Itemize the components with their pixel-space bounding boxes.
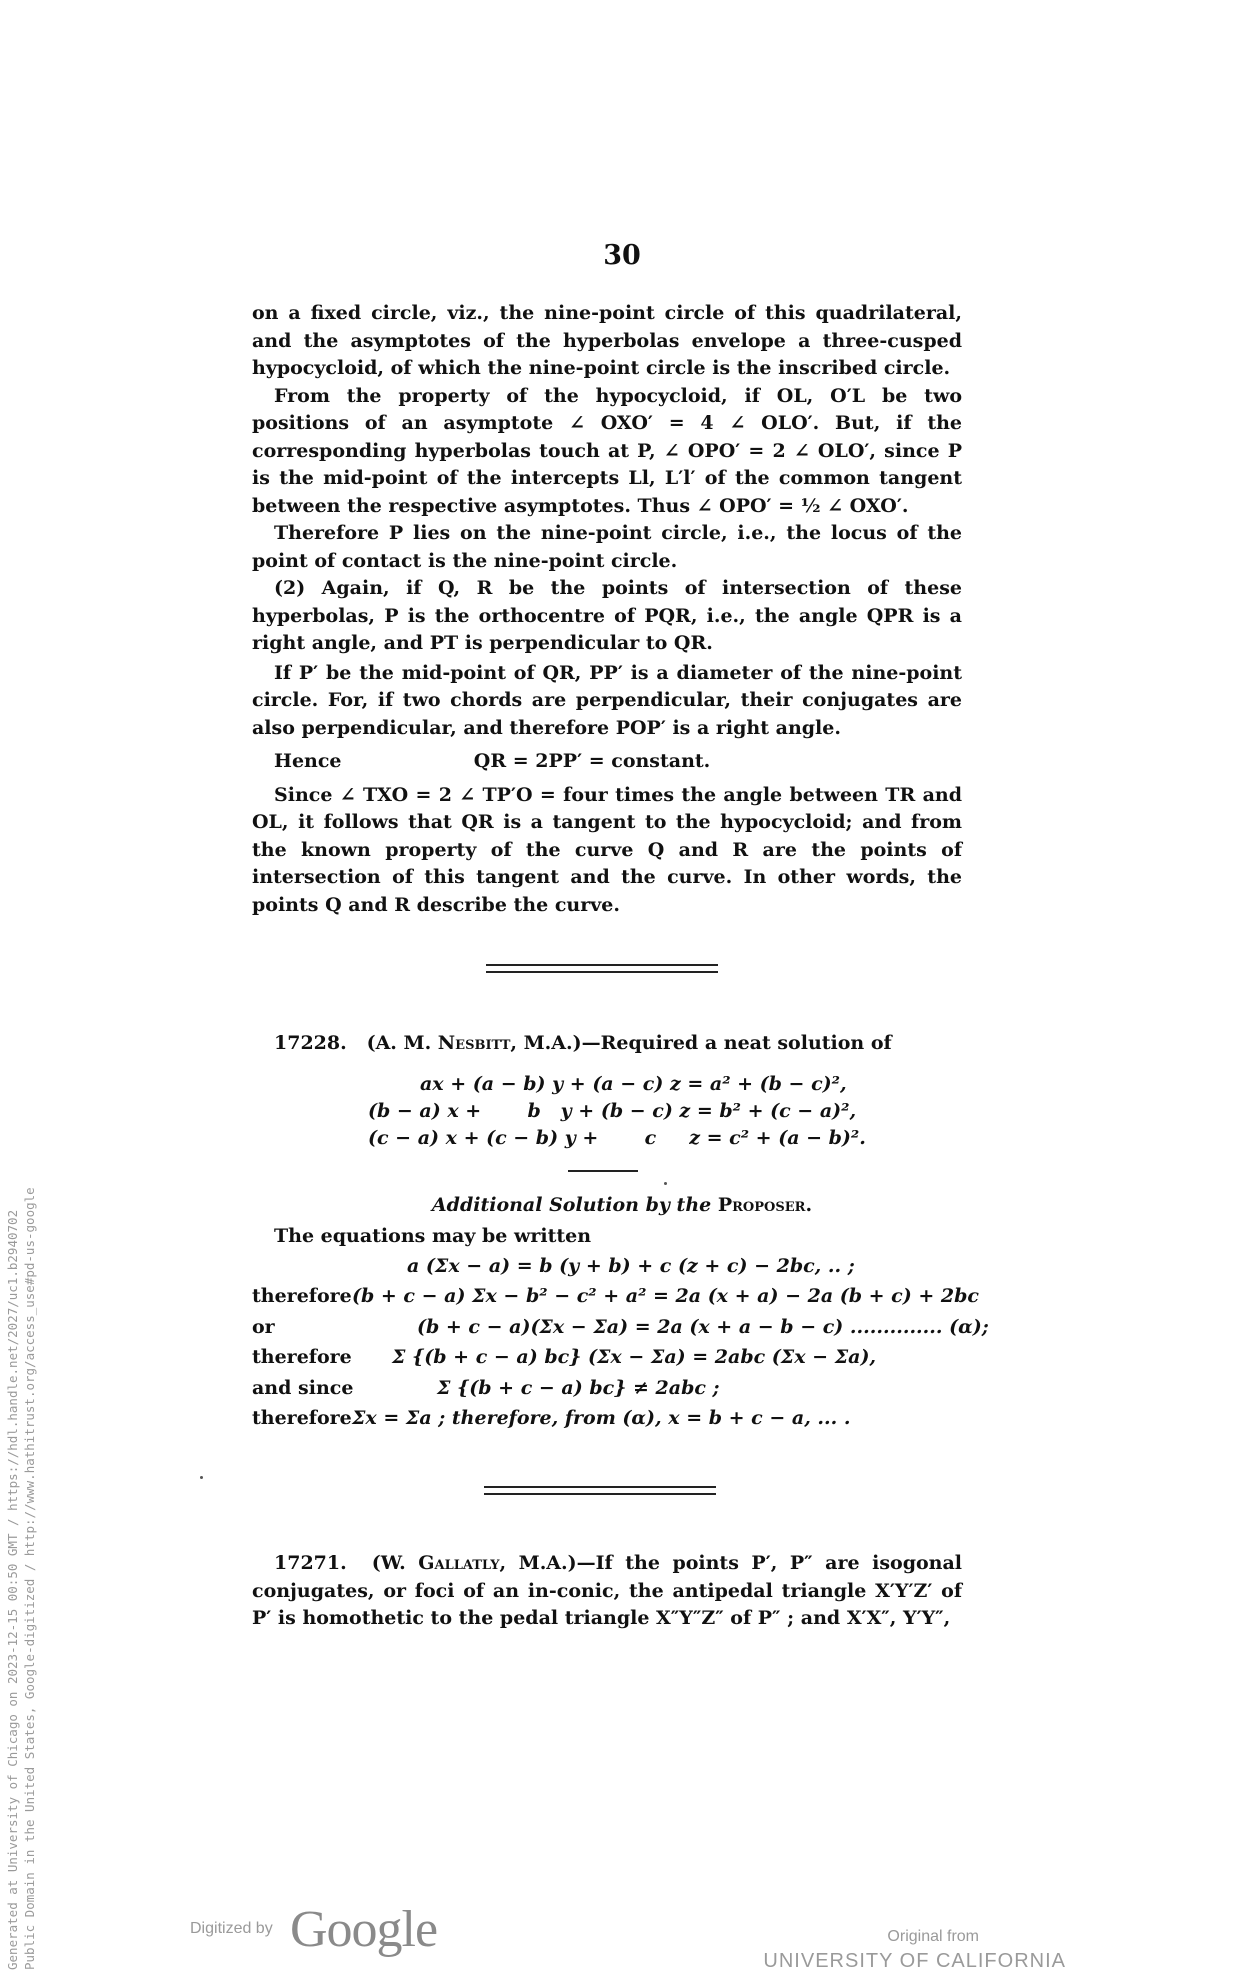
google-logo: Google: [290, 1901, 438, 1958]
derivation-line: [252, 1407, 851, 1429]
derivation-line: [252, 1346, 876, 1368]
derivation-math: (b + c − a)(Σx − Σa) = 2a (x + a − b − c) .............. (α);: [417, 1316, 989, 1338]
paragraph: Hence QR = 2PP′ = constant.: [274, 750, 711, 772]
derivation-math: Σ {(b + c − a) bc} (Σx − Σa) = 2abc (Σx − Σa),: [392, 1346, 877, 1368]
solution-title-italic: Additional Solution by the: [431, 1194, 712, 1216]
problem-number: 17228.: [274, 1032, 347, 1054]
watermark-line: Generated at University of Chicago on 2023-12-15 00:50 GMT / https://hdl.handle.net/2027/uc1.b2940702: [5, 1209, 20, 1970]
original-from-label: Original from: [887, 1928, 979, 1945]
paragraph: (2) Again, if Q, R be the points of intersection of these hyperbolas, P is the orthocentre of PQR, i.e., the angle QPR is a right angle, and PT is perpendicular to QR.: [252, 577, 962, 654]
page-number: 30: [603, 240, 641, 271]
digitized-by-label: Digitized by: [190, 1920, 273, 1937]
equation-line: (c − a) x + (c − b) y + c z = c² + (a − b)².: [368, 1127, 866, 1149]
derivation-math: Σ {(b + c − a) bc} ≠ 2abc ;: [437, 1377, 720, 1399]
derivation-math: Σx = Σa ; therefore, from (α), x = b + c − a, ... .: [352, 1407, 851, 1429]
section-divider: [486, 964, 718, 973]
solution-title-proposer: Proposer.: [717, 1194, 813, 1216]
equation-line: (b − a) x + b y + (b − c) z = b² + (c − a)²,: [368, 1100, 857, 1122]
derivation-math: (b + c − a) Σx − b² − c² + a² = 2a (x + a) − 2a (b + c) + 2bc: [352, 1285, 979, 1307]
derivation-line: [407, 1255, 855, 1277]
derivation-label: or: [252, 1316, 275, 1338]
derivation-line: [252, 1285, 979, 1307]
derivation-label: and since: [252, 1377, 354, 1399]
ink-dot: [664, 1182, 667, 1185]
section1-text: [252, 300, 962, 919]
margin-watermark: [4, 1187, 38, 1970]
watermark-line: Public Domain in the United States, Google-digitized / http://www.hathitrust.org/access_use#pd-us-google: [22, 1187, 37, 1970]
problem-number: 17271.: [274, 1552, 347, 1574]
institution-label: UNIVERSITY OF CALIFORNIA: [763, 1950, 1066, 1972]
problem-statement: —If the points P′, P″ are isogonal conjugates, or foci of an in-conic, the antipedal triangle X′Y′Z′ of P′ is homothetic to the pedal triangle X″Y″Z″ of P″ ; and X′X″, Y′Y″,: [252, 1552, 962, 1629]
short-rule: [568, 1170, 638, 1172]
derivation-label: therefore: [252, 1285, 352, 1307]
derivation-math: a (Σx − a) = b (y + b) + c (z + c) − 2bc, .. ;: [407, 1255, 855, 1277]
problem-17228-heading: [274, 1032, 892, 1054]
solution-title: [0, 1194, 1244, 1216]
problem-author: (A. M. Nesbitt, M.A.): [366, 1032, 582, 1054]
problem-author: (W. Gallatly, M.A.): [371, 1552, 577, 1574]
section-divider: [484, 1486, 716, 1495]
problem-17271: [252, 1550, 962, 1633]
paragraph: If P′ be the mid-point of QR, PP′ is a diameter of the nine-point circle. For, if two chords are perpendicular, their conjugates are also perpendicular, and therefore POP′ is a right angle.: [252, 661, 962, 739]
paragraph: Therefore P lies on the nine-point circle, i.e., the locus of the point of contact is the nine-point circle.: [252, 522, 962, 572]
derivation-line: [252, 1316, 989, 1338]
ink-dot: [200, 1476, 203, 1479]
derivation-label: therefore: [252, 1407, 352, 1429]
solution-intro: The equations may be written: [274, 1225, 592, 1247]
paragraph: on a fixed circle, viz., the nine-point circle of this quadrilateral, and the asymptotes of the hyperbolas envelope a three-cusped hypocycloid, of which the nine-point circle is the inscribed circle.: [252, 302, 962, 379]
solution-derivation: [252, 1255, 989, 1445]
derivation-label: therefore: [252, 1346, 352, 1368]
problem-statement: —Required a neat solution of: [581, 1032, 892, 1054]
derivation-line: [252, 1377, 720, 1399]
paragraph: Since ∠ TXO = 2 ∠ TP′O = four times the angle between TR and OL, it follows that QR is a tangent to the hypocycloid; and from the known property of the curve Q and R are the points of intersection of this tangent and the curve. In other words, the points Q and R describe the curve.: [252, 783, 962, 916]
paragraph: From the property of the hypocycloid, if OL, O′L be two positions of an asymptote ∠ OXO′ = 4 ∠ OLO′. But, if the corresponding hyperbolas touch at P, ∠ OPO′ = 2 ∠ OLO′, since P is the mid-point of the intercepts Ll, L′l′ of the common tangent between the respective asymptotes. Thus ∠ OPO′ = ½ ∠ OXO′.: [252, 384, 962, 517]
problem-17271-text: [252, 1550, 962, 1633]
equation-line: ax + (a − b) y + (a − c) z = a² + (b − c)²,: [420, 1073, 847, 1095]
